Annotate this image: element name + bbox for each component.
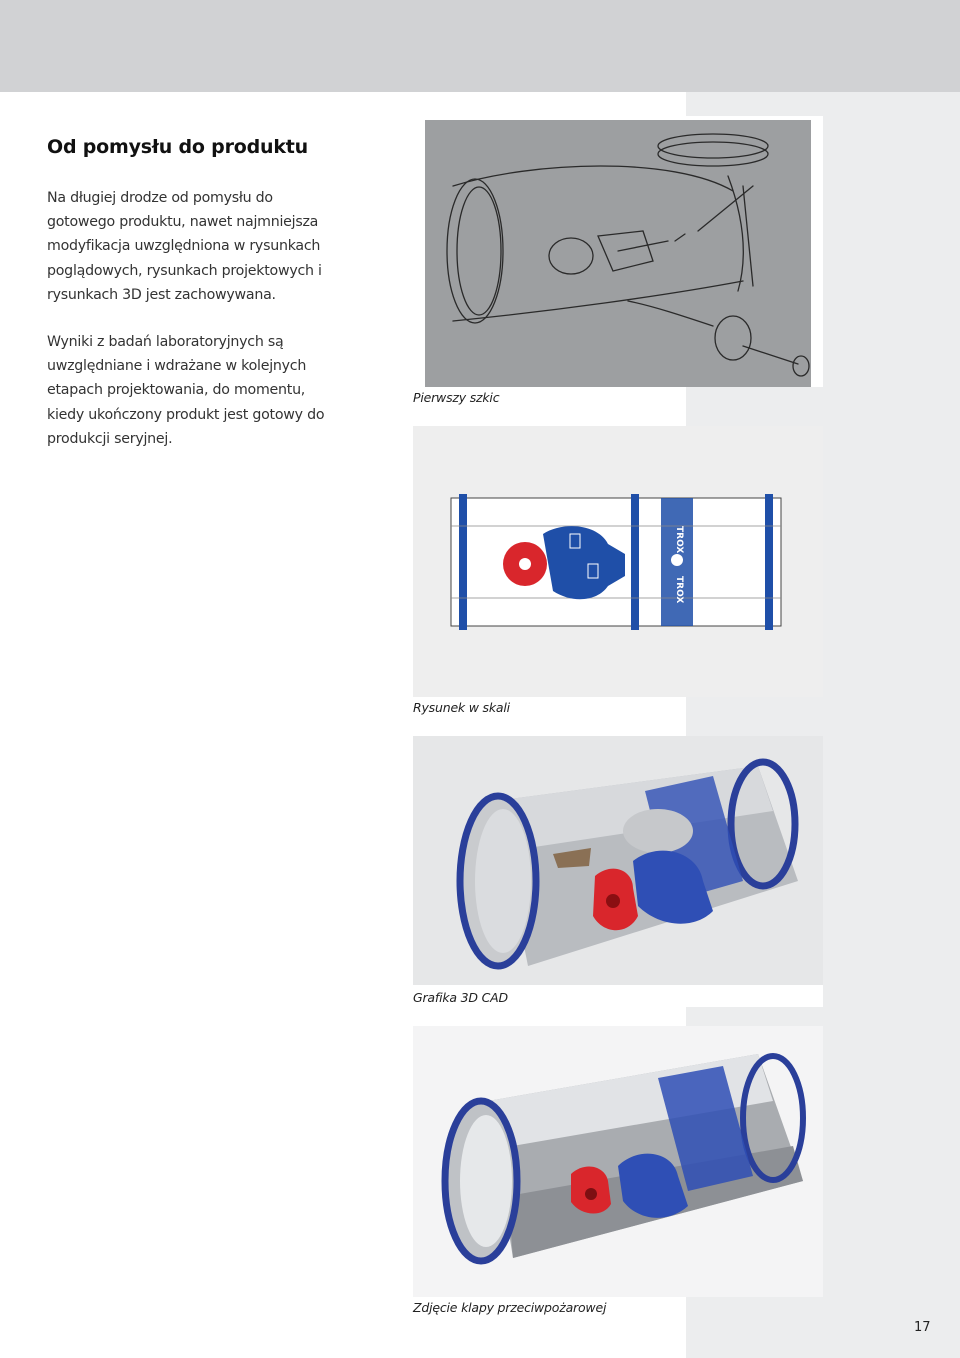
caption-scale-drawing: Rysunek w skali bbox=[413, 700, 510, 715]
page-heading: Od pomysłu do produktu bbox=[47, 136, 308, 158]
product-photo bbox=[413, 1026, 823, 1297]
logo-label-1: TROX bbox=[674, 526, 684, 554]
photo-figure bbox=[413, 1026, 823, 1297]
caption-cad: Grafika 3D CAD bbox=[413, 990, 508, 1005]
results-paragraph: Wyniki z badań laboratoryjnych są uwzględniane i wdrażane w kolejnych etapach projektowania, do momentu, kiedy ukończony produkt jest gotowy do produkcji seryjnej. bbox=[47, 334, 325, 447]
sketch-figure bbox=[413, 116, 823, 387]
intro-paragraph: Na długiej drodze od pomysłu do gotowego produktu, nawet najmniejsza modyfikacja uwzględniona w rysunkach poglądowych, rysunkach projektowych i rysunkach 3D jest zachowywana. bbox=[47, 190, 322, 303]
sketch-image bbox=[413, 116, 823, 387]
page-number: 17 bbox=[914, 1320, 931, 1335]
cad-figure bbox=[413, 736, 823, 1007]
scale-drawing-image bbox=[413, 426, 823, 697]
header-band bbox=[0, 0, 960, 92]
scale-drawing-figure bbox=[413, 426, 823, 697]
cad-image bbox=[413, 736, 823, 1007]
logo-label-2: TROX bbox=[674, 576, 684, 604]
caption-photo: Zdjęcie klapy przeciwpożarowej bbox=[413, 1300, 607, 1315]
caption-sketch: Pierwszy szkic bbox=[413, 390, 500, 405]
